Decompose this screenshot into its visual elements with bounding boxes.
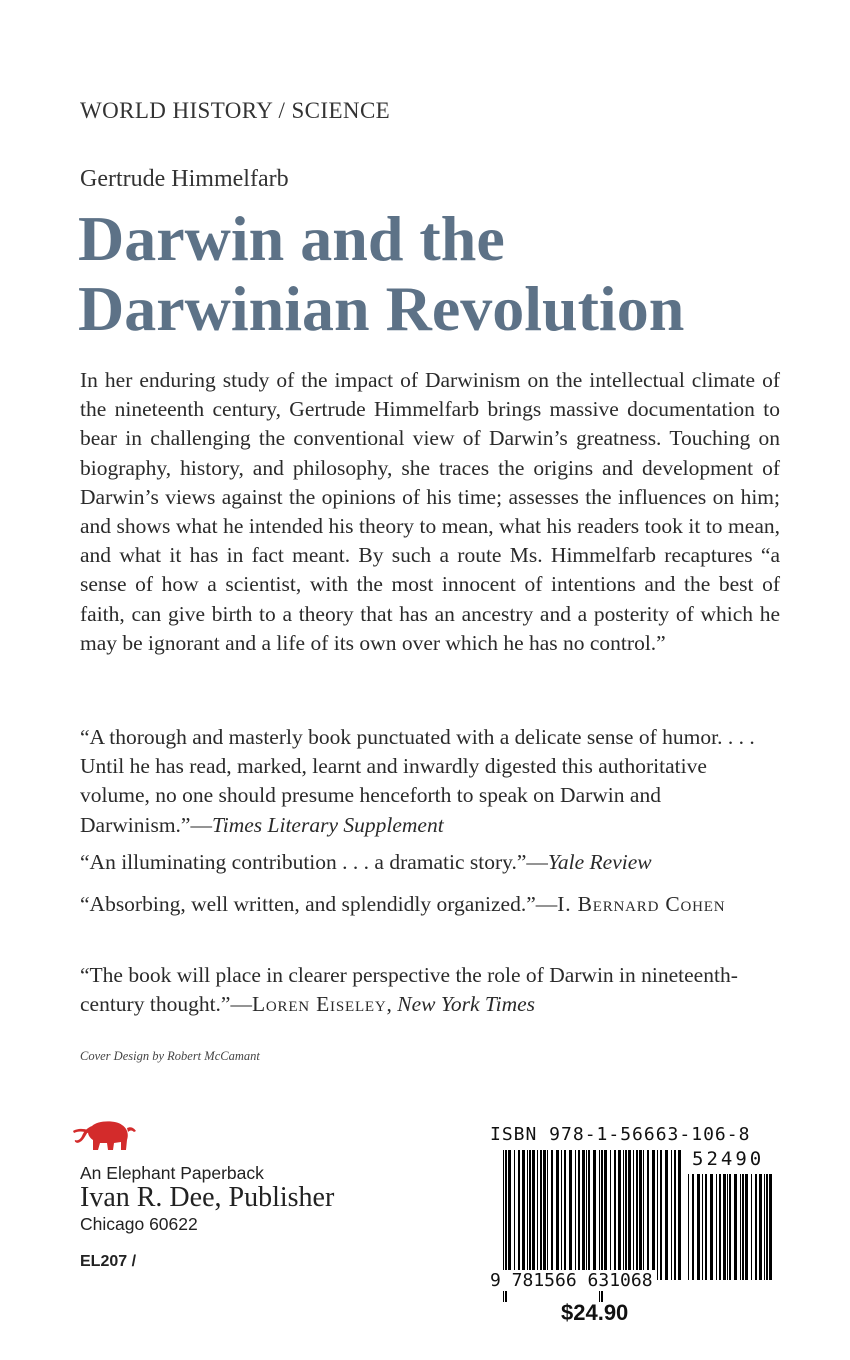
book-title bbox=[78, 204, 684, 344]
barcode-bar bbox=[593, 1150, 596, 1280]
imprint-series: An Elephant Paperback bbox=[80, 1163, 264, 1183]
catalog-code: EL207 / bbox=[80, 1253, 137, 1270]
barcode-bar bbox=[742, 1174, 744, 1280]
barcode-bar bbox=[540, 1150, 542, 1280]
barcode-bar bbox=[628, 1150, 631, 1280]
barcode-bar bbox=[639, 1150, 642, 1280]
barcode-bar bbox=[582, 1150, 585, 1280]
book-title-line-2: Darwinian Revolution bbox=[78, 273, 685, 344]
barcode-bar bbox=[610, 1150, 611, 1280]
barcode-bar bbox=[745, 1174, 748, 1280]
publisher-city: Chicago 60622 bbox=[80, 1214, 198, 1234]
barcode-bar bbox=[518, 1150, 520, 1280]
ean-number: 9 781566 631068 bbox=[490, 1270, 653, 1291]
barcode-bar bbox=[692, 1174, 694, 1280]
barcode-bar bbox=[764, 1174, 765, 1280]
barcode-bar bbox=[514, 1150, 515, 1280]
barcode-bar bbox=[652, 1150, 655, 1280]
barcode-bar bbox=[751, 1174, 752, 1280]
barcode-bar bbox=[727, 1174, 728, 1280]
barcode-bar bbox=[759, 1174, 762, 1280]
barcode-bar bbox=[740, 1174, 741, 1280]
barcode-bar bbox=[614, 1150, 616, 1280]
quote-source: New York Times bbox=[397, 992, 536, 1017]
isbn-label: ISBN 978-1-56663-106-8 bbox=[490, 1124, 751, 1145]
review-quote-eiseley bbox=[80, 961, 780, 1019]
quote-text: “The book will place in clearer perspective the role of Darwin in nineteenth-century thought.”— bbox=[80, 963, 738, 1017]
quote-text: “Absorbing, well written, and splendidly organized.”— bbox=[80, 892, 558, 916]
barcode-bar bbox=[723, 1174, 726, 1280]
author-name: Gertrude Himmelfarb bbox=[80, 166, 289, 192]
barcode-bar bbox=[729, 1174, 731, 1280]
barcode-bar bbox=[665, 1150, 668, 1280]
barcode-bar bbox=[755, 1174, 757, 1280]
barcode-bar bbox=[702, 1174, 703, 1280]
barcode-bar bbox=[618, 1150, 621, 1280]
barcode-bar bbox=[561, 1150, 562, 1280]
category-label: WORLD HISTORY / SCIENCE bbox=[80, 98, 391, 123]
barcode-bar bbox=[710, 1174, 713, 1280]
barcode-bar bbox=[556, 1150, 559, 1280]
review-quote-cohen bbox=[80, 890, 780, 919]
barcode-bar bbox=[623, 1150, 624, 1280]
quote-text: “A thorough and masterly book punctuated with a delicate sense of humor. . . . Until he has read, marked, learnt and inwardly digested this authoritative volume, no one should presume henceforth to speak on Darwin and Darwinism.”— bbox=[80, 725, 755, 837]
barcode-bar bbox=[586, 1150, 587, 1280]
price-label: $24.90 bbox=[561, 1300, 629, 1325]
barcode-bar bbox=[625, 1150, 627, 1280]
barcode-bar bbox=[674, 1150, 676, 1280]
barcode-bar bbox=[643, 1150, 644, 1280]
quote-attribution: I. Bernard Cohen bbox=[557, 892, 726, 916]
review-quote-tls bbox=[80, 723, 780, 840]
publisher-name: Ivan R. Dee, Publisher bbox=[80, 1182, 335, 1213]
barcode-bar bbox=[588, 1150, 590, 1280]
barcode-bar bbox=[604, 1150, 607, 1280]
quote-source: Times Literary Supplement bbox=[211, 812, 444, 837]
review-quote-yale bbox=[80, 848, 780, 877]
barcode-bar bbox=[575, 1150, 576, 1280]
barcode-bar bbox=[633, 1150, 634, 1280]
barcode-bar bbox=[769, 1174, 772, 1280]
book-title-line-1: Darwin and the bbox=[78, 203, 505, 274]
elephant-logo-icon bbox=[72, 1118, 138, 1154]
barcode-bar bbox=[527, 1150, 528, 1280]
barcode-bar bbox=[532, 1150, 535, 1280]
barcode-bar bbox=[766, 1174, 768, 1280]
barcode-bar bbox=[657, 1150, 658, 1280]
barcode-bar bbox=[716, 1174, 717, 1280]
barcode-bar bbox=[543, 1150, 546, 1280]
quote-source: Yale Review bbox=[547, 850, 652, 874]
barcode-bar bbox=[537, 1150, 538, 1280]
barcode-bar bbox=[647, 1150, 649, 1280]
barcode-bar bbox=[522, 1150, 525, 1280]
book-description: In her enduring study of the impact of Darwinism on the intellectual climate of the nineteenth century, Gertrude Himmelfarb brings massive documentation to bear in challenging the conventional view of Darwin’s greatness. Touching on biography, history, and philosophy, she traces the origins and development of Darwin’s views against the opinions of his time; assesses the influences on him; and shows what he intended his theory to mean, what his readers took it to mean, and what it has in fact meant. By such a route Ms. Himmelfarb recaptures “a sense of how a scientist, with the most innocent of intentions and the best of faith, can give birth to a theory that has an ancestry and a posterity of which he may be ignorant and a life of its own over which he has no control.” bbox=[80, 368, 780, 655]
barcode-bar bbox=[636, 1150, 638, 1280]
barcode-extension-number: 52490 bbox=[692, 1148, 765, 1170]
barcode-bar bbox=[660, 1150, 662, 1280]
barcode-bar bbox=[734, 1174, 737, 1280]
barcode-bar bbox=[688, 1174, 689, 1280]
barcode-bar bbox=[529, 1150, 531, 1280]
quote-attribution: Loren Eiseley bbox=[251, 992, 387, 1017]
barcode-bar bbox=[697, 1174, 700, 1280]
barcode-bar bbox=[671, 1150, 672, 1280]
barcode-bar bbox=[578, 1150, 580, 1280]
barcode-bar bbox=[719, 1174, 721, 1280]
barcode-bar bbox=[508, 1150, 511, 1280]
barcode-bar bbox=[705, 1174, 707, 1280]
barcode-bar bbox=[678, 1150, 681, 1280]
barcode-bar bbox=[551, 1150, 553, 1280]
quote-text: “An illuminating contribution . . . a dramatic story.”— bbox=[80, 850, 548, 874]
barcode-bar bbox=[547, 1150, 548, 1280]
cover-design-credit: Cover Design by Robert McCamant bbox=[80, 1049, 260, 1063]
price-barcode bbox=[688, 1174, 774, 1302]
barcode-bar bbox=[569, 1150, 572, 1280]
quote-separator: , bbox=[386, 992, 398, 1017]
barcode-bar bbox=[564, 1150, 566, 1280]
